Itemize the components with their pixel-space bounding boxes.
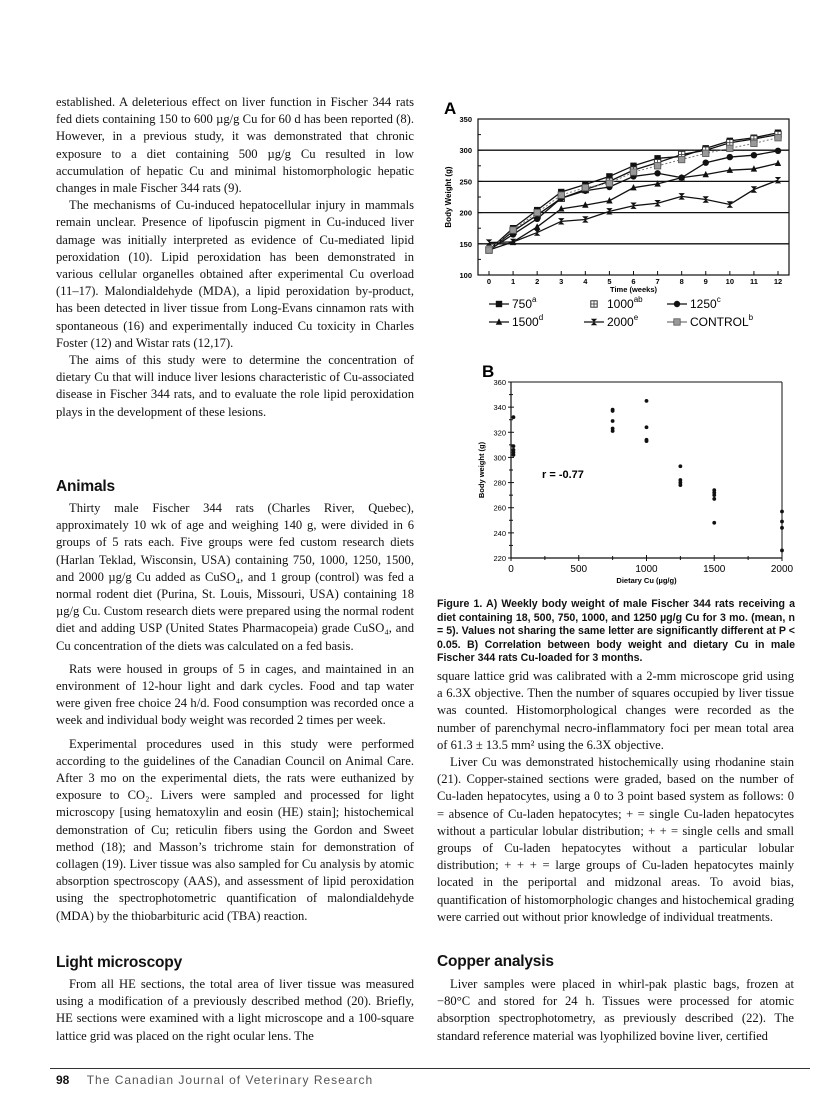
svg-text:300: 300 bbox=[459, 146, 472, 156]
svg-text:220: 220 bbox=[493, 554, 506, 563]
svg-text:11: 11 bbox=[749, 277, 758, 286]
paragraph: From all HE sections, the total area of liver tissue was measured using a modification of a previously described method (20). Briefly, HE sections were examined with a light microscope and a 100-square lattice grid was placed on the right ocular lens. The bbox=[56, 977, 414, 1043]
section-heading-light-microscopy: Light microscopy bbox=[56, 954, 182, 971]
paragraph: The aims of this study were to determine the concentration of dietary Cu that will induce liver lesions characteristic of Cu-associated disease in Fischer 344 rats, and to evaluate the role lipid peroxidation plays in the development of these lesions. bbox=[56, 353, 414, 419]
panel-b-label: B bbox=[482, 362, 495, 381]
svg-text:300: 300 bbox=[493, 453, 506, 463]
svg-text:2000e: 2000e bbox=[607, 313, 639, 329]
svg-text:5: 5 bbox=[607, 277, 612, 286]
svg-text:Body Weight (g): Body Weight (g) bbox=[444, 166, 453, 228]
right-column bbox=[437, 668, 794, 926]
svg-text:Time (weeks): Time (weeks) bbox=[610, 285, 657, 294]
panel-a-label: A bbox=[444, 99, 457, 118]
svg-text:r = -0.77: r = -0.77 bbox=[542, 469, 584, 481]
figure-1b-scatter-chart bbox=[432, 360, 802, 595]
figure-caption: Figure 1. A) Weekly body weight of male Fischer 344 rats receiving a diet containing 18, 500, 750, 1000, and 1250 µg/g Cu for 3 mo. (mean, n = 5). Values not sharing the same letter are significantly different at P < 0.05. B) Correlation between body weight and dietary Cu in male Fischer 344 rats Cu-loaded for 3 months. bbox=[437, 598, 795, 665]
paragraph: Liver samples were placed in whirl-pak plastic bags, frozen at −80°C and stored for 24 h. Tissues were processed for atomic absorption spectrophotometry, as previously described (22). The standard reference material was lyophilized bovine liver, certified bbox=[437, 977, 794, 1043]
svg-text:360: 360 bbox=[493, 378, 506, 387]
svg-text:1500d: 1500$^d$ bbox=[512, 313, 544, 329]
left-column-intro bbox=[56, 94, 414, 421]
svg-text:500: 500 bbox=[570, 564, 588, 575]
svg-text:0: 0 bbox=[508, 564, 514, 575]
svg-text:1: 1 bbox=[510, 277, 516, 286]
chart-b-plot bbox=[477, 378, 794, 585]
svg-text:6: 6 bbox=[631, 277, 636, 286]
svg-text:8: 8 bbox=[679, 277, 684, 286]
svg-text:240: 240 bbox=[493, 528, 506, 538]
svg-text:150: 150 bbox=[459, 239, 472, 249]
footer-rule bbox=[50, 1068, 810, 1069]
section-heading-copper-analysis: Copper analysis bbox=[437, 953, 554, 970]
svg-text:Dietary Cu (µg/g): Dietary Cu (µg/g) bbox=[616, 576, 677, 585]
svg-text:320: 320 bbox=[493, 428, 506, 438]
svg-text:280: 280 bbox=[493, 478, 506, 488]
paragraph: Thirty male Fischer 344 rats (Charles River, Quebec), approximately 10 wk of age and weighing 140 g, were divided in 6 groups of 5 rats each. Five groups were fed custom research diets (Harlan Teklad, Wisconsin, USA) containing 750, 1000, 1250, 1500, and 2000 µg/g Cu added as CuSO₄, and 1 group (control) was fed a normal rodent diet (Purina, St. Louis, Missouri, USA) containing 18 µg/g Cu. Custom research diets were prepared using the normal rodent diet and adding USP (United States Pharmacopeia) grade CuSO₄, and Cu concentration of the diets was calculated on a fed basis. bbox=[56, 501, 414, 653]
svg-text:10: 10 bbox=[725, 277, 735, 286]
page-number: 98 bbox=[56, 1073, 70, 1087]
svg-text:3: 3 bbox=[559, 277, 564, 286]
page-footer bbox=[56, 1073, 373, 1087]
light-microscopy-section bbox=[56, 976, 414, 1045]
svg-text:0: 0 bbox=[486, 277, 492, 286]
paragraph: Rats were housed in groups of 5 in cages, and maintained in an environment of 12-hour light and dark cycles. Food and tap water were given free choice 24 h/d. Food consumption was recorded once a week and individual body weight was recorded 2 times per week. bbox=[56, 661, 414, 728]
svg-text:250: 250 bbox=[459, 177, 472, 187]
svg-text:200: 200 bbox=[459, 208, 472, 218]
chart-a-plot bbox=[444, 115, 789, 329]
copper-analysis-section bbox=[437, 976, 794, 1045]
paragraph: square lattice grid was calibrated with a 2-mm microscope grid using a 6.3X objective. Then the number of squares occupied by liver tissue was counted. Histomorphological changes were recorded as the number of parenchymal necro-inflammatory foci per mean total area of 61.3 ± 13.5 mm² using the 6.3X objective. bbox=[437, 669, 794, 752]
svg-text:1000ab: $1000^{ab}$ bbox=[607, 295, 643, 311]
svg-text:350: 350 bbox=[459, 115, 472, 124]
svg-text:2000: 2000 bbox=[770, 564, 794, 575]
svg-text:1500: 1500 bbox=[703, 564, 726, 575]
svg-text:CONTROLb: CONTROL$^b$ bbox=[690, 313, 754, 329]
svg-text:9: 9 bbox=[703, 277, 708, 286]
svg-text:1000: 1000 bbox=[635, 564, 658, 575]
paragraph: Liver Cu was demonstrated histochemically using rhodanine stain (21). Copper-stained sections were graded, based on the number of Cu-laden hepatocytes, using a 0 to 3 point based system as follows: 0 = absence of Cu-laden hepatocytes; + = single Cu-laden hepatocytes without a particular lobular distribution; + + = single cells and small groups of Cu-laden hepatocytes without a particular lobular distribution; + + + = large groups of Cu-laden hepatocytes mainly located in the periportal and midzonal areas. To avoid bias, quantification of histomorphologic changes and histochemical grading were carried out without prior knowledge of individual treatments. bbox=[437, 755, 794, 924]
animals-section bbox=[56, 500, 414, 925]
svg-text:7: 7 bbox=[655, 277, 660, 286]
svg-text:Body weight (g): Body weight (g) bbox=[477, 441, 486, 499]
paragraph: The mechanisms of Cu-induced hepatocellular injury in mammals remain unclear. Presence of lipofuscin pigment in Cu-induced liver damage was initially interpreted as evidence of Cu-mediated lipid peroxidation (10). Lipid peroxidation has been demonstrated in various cellular organelles obtained after experimental Cu overload (11–17). Malondialdehyde (MDA), a lipid peroxidation by-product, has been detected in liver tissue from Long-Evans cinnamon rats with spontaneous (16) and experimentally induced Cu toxicity in Charles Foster (12) and Wistar rats (12,17). bbox=[56, 198, 414, 350]
journal-name: The Canadian Journal of Veterinary Research bbox=[86, 1073, 374, 1087]
svg-text:260: 260 bbox=[493, 503, 506, 513]
figure-1a-line-chart bbox=[432, 92, 802, 342]
section-heading-animals: Animals bbox=[56, 478, 115, 495]
svg-text:340: 340 bbox=[493, 403, 506, 413]
svg-text:100: 100 bbox=[459, 271, 472, 280]
svg-text:2: 2 bbox=[535, 277, 540, 286]
svg-text:1250c: 1250$^c$ bbox=[690, 295, 721, 311]
svg-text:12: 12 bbox=[773, 277, 783, 286]
paragraph: established. A deleterious effect on liver function in Fischer 344 rats fed diets containing 150 to 600 µg/g Cu for 60 d has been reported (8). However, in a previous study, it was demonstrated that chronic exposure to a diet containing 500 µg/g Cu resulted in low accumulation of hepatic Cu and minimal histomorphologic hepatic changes in male Fischer 344 rats (9). bbox=[56, 95, 414, 196]
paragraph: Experimental procedures used in this study were performed according to the guidelines of the Canadian Council on Animal Care. After 3 mo on the experimental diets, the rats were euthanized by exposure to CO₂. Livers were sampled and processed for light microscopy [using hematoxylin and eosin (HE) stain]; histochemical demonstration of Cu; reticulin fibers using the Gordon and Sweet method (18); and Masson’s trichrome stain for demonstration of collagen (19). Liver tissue was also sampled for Cu analysis by atomic absorption spectroscopy (AAS), and assessment of lipid peroxidation using the spectrophotometric quantification of malondialdehyde (MDA) by the thiobarbituric acid (TBA) reaction. bbox=[56, 736, 414, 923]
svg-text:4: 4 bbox=[583, 277, 588, 286]
svg-text:750a: 750$^a$ bbox=[512, 295, 537, 311]
